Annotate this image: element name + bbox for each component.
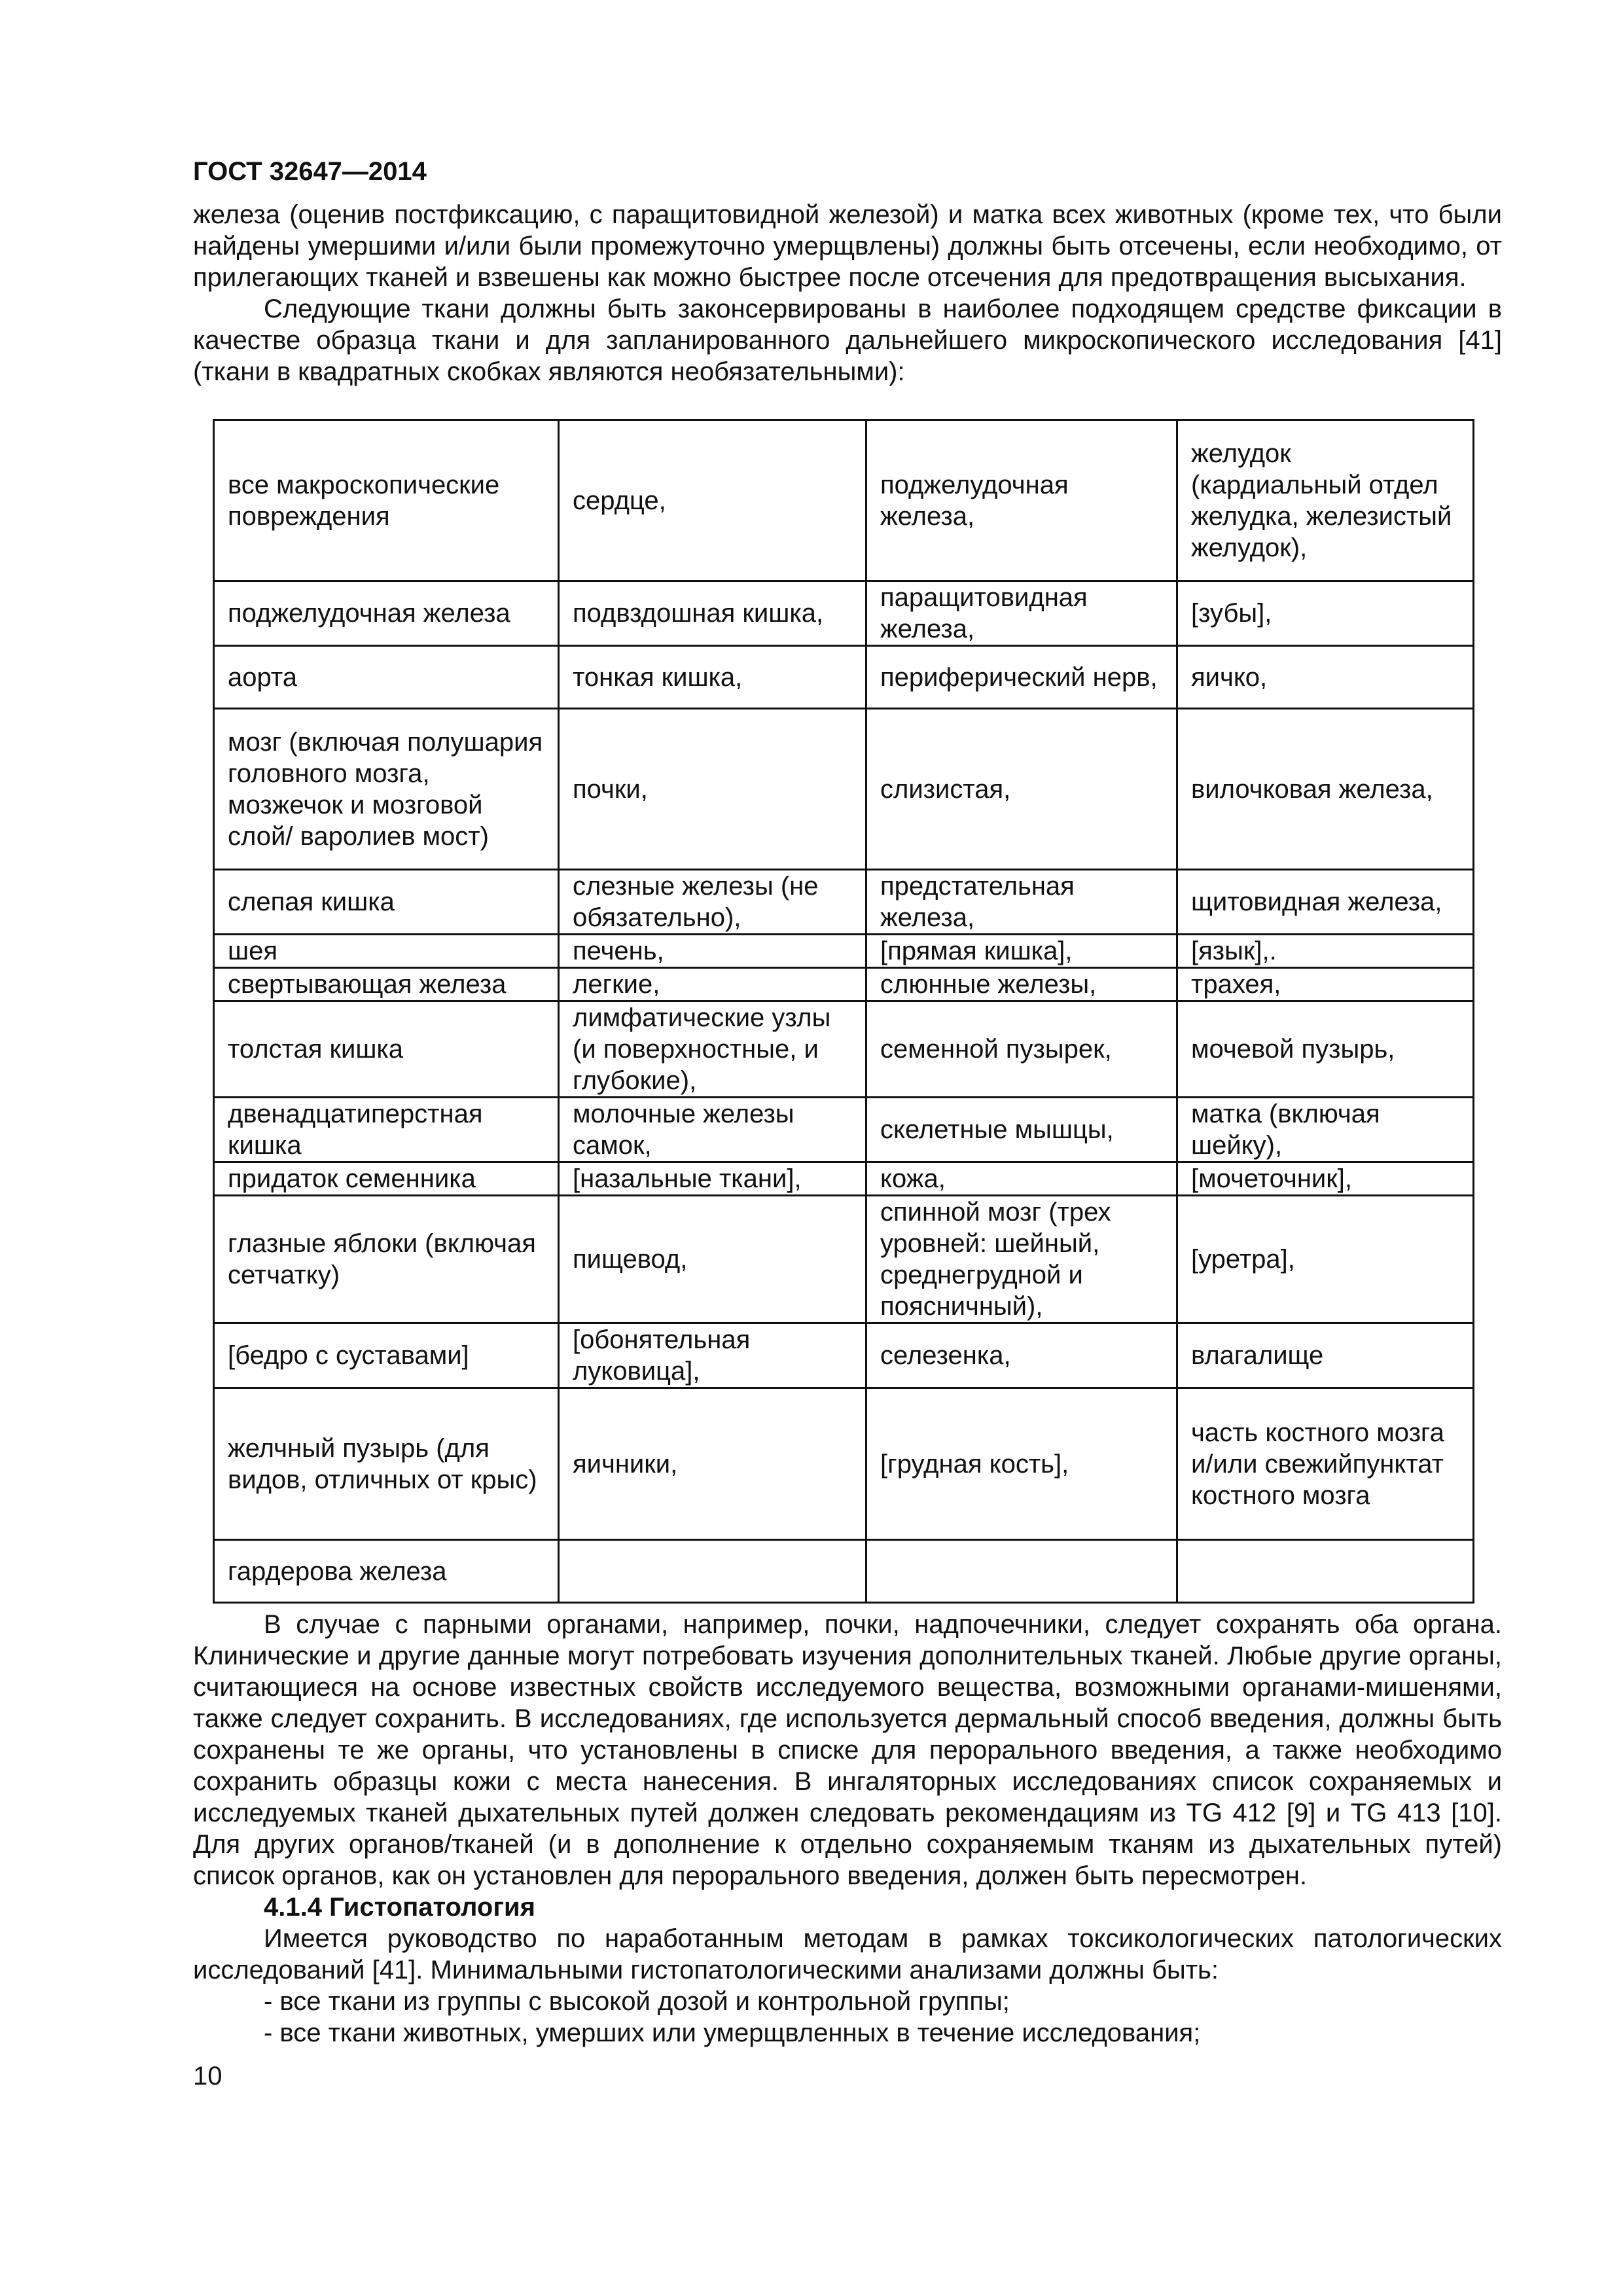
table-row	[214, 1323, 1474, 1388]
table-row	[214, 935, 1474, 968]
table-cell: печень,	[559, 935, 866, 968]
table-cell: слизистая,	[866, 709, 1177, 870]
table-cell: слезные железы (не обязательно),	[559, 870, 866, 935]
table-cell	[866, 1540, 1177, 1603]
table-row	[214, 420, 1474, 581]
paired-organs-paragraph: В случае с парными органами, например, почки, надпочечники, следует сохранять оба органа. Клинические и другие данные могут потребовать изучения дополнительных тканей. Любые другие органы, считающиеся на основе известных свойств исследуемого вещества, возможными органами-мишенями, также следует сохранить. В исследованиях, где используется дермальный способ введения, должны быть сохранены те же органы, что установлены в списке для перорального введения, а также необходимо сохранить образцы кожи с места нанесения. В ингаляторных исследованиях список сохраняемых и исследуемых тканей дыхательных путей должен следовать рекомендациям из TG 412 [9] и TG 413 [10]. Для других органов/тканей (и в дополнение к отдельно сохраняемым тканям из дыхательных путей) список органов, как он установлен для перорального введения, должен быть пересмотрен.	[193, 1610, 1502, 1890]
table-cell: [обонятельная луковица],	[559, 1323, 866, 1388]
tissue-table-body	[214, 420, 1474, 1603]
table-cell: часть костного мозга и/или свежийпунктат костного мозга	[1177, 1388, 1474, 1540]
table-row	[214, 1162, 1474, 1196]
post-table-text	[193, 1609, 1502, 2049]
table-cell: лимфатические узлы (и поверхностные, и глубокие),	[559, 1001, 866, 1098]
table-cell: пищевод,	[559, 1196, 866, 1323]
table-row	[214, 1098, 1474, 1162]
table-cell: щитовидная железа,	[1177, 870, 1474, 935]
table-row	[214, 581, 1474, 646]
table-cell: [грудная кость],	[866, 1388, 1177, 1540]
table-cell: мочевой пузырь,	[1177, 1001, 1474, 1098]
table-cell: селезенка,	[866, 1323, 1177, 1388]
table-cell: поджелудочная железа,	[866, 420, 1177, 581]
table-cell: тонкая кишка,	[559, 646, 866, 709]
list-item: - все ткани животных, умерших или умерщвленных в течение исследования;	[264, 2018, 1201, 2047]
table-cell: двенадцатиперстная кишка	[214, 1098, 559, 1162]
table-cell: яичко,	[1177, 646, 1474, 709]
table-cell: вилочковая железа,	[1177, 709, 1474, 870]
page-number: 10	[193, 2062, 223, 2090]
intro-text	[193, 199, 1502, 387]
table-cell: глазные яблоки (включая сетчатку)	[214, 1196, 559, 1323]
table-cell: предстательная железа,	[866, 870, 1177, 935]
table-row	[214, 646, 1474, 709]
table-cell: [язык],.	[1177, 935, 1474, 968]
table-cell: толстая кишка	[214, 1001, 559, 1098]
table-cell: [зубы],	[1177, 581, 1474, 646]
table-cell: паращитовидная железа,	[866, 581, 1177, 646]
table-cell: все макроскопические повреждения	[214, 420, 559, 581]
table-cell: почки,	[559, 709, 866, 870]
intro-paragraph-tissues: Следующие ткани должны быть законсервированы в наиболее подходящем средстве фиксации в качестве образца ткани и для запланированного дальнейшего микроскопического исследования [41] (ткани в квадратных скобках являются необязательными):	[193, 295, 1502, 386]
table-cell: [мочеточник],	[1177, 1162, 1474, 1196]
table-cell: поджелудочная железа	[214, 581, 559, 646]
table-cell: гардерова железа	[214, 1540, 559, 1603]
table-cell: спинной мозг (трех уровней: шейный, среднегрудной и поясничный),	[866, 1196, 1177, 1323]
table-cell	[559, 1540, 866, 1603]
table-cell: мозг (включая полушария головного мозга, мозжечок и мозговой слой/ варолиев мост)	[214, 709, 559, 870]
table-cell: придаток семенника	[214, 1162, 559, 1196]
table-row	[214, 1196, 1474, 1323]
table-cell: слюнные железы,	[866, 968, 1177, 1001]
tissue-table-wrapper	[213, 419, 1472, 1604]
table-cell: [бедро с суставами]	[214, 1323, 559, 1388]
table-cell: семенной пузырек,	[866, 1001, 1177, 1098]
table-cell: кожа,	[866, 1162, 1177, 1196]
table-row	[214, 1001, 1474, 1098]
table-row	[214, 709, 1474, 870]
table-cell: периферический нерв,	[866, 646, 1177, 709]
table-row	[214, 1540, 1474, 1603]
table-cell: свертывающая железа	[214, 968, 559, 1001]
table-cell	[1177, 1540, 1474, 1603]
table-row	[214, 968, 1474, 1001]
table-cell: яичники,	[559, 1388, 866, 1540]
tissue-table	[213, 419, 1474, 1604]
histopathology-paragraph: Имеется руководство по наработанным методам в рамках токсикологических патологических исследований [41]. Минимальными гистопатологическими анализами должны быть:	[193, 1924, 1502, 1984]
table-cell: [прямая кишка],	[866, 935, 1177, 968]
table-cell: матка (включая шейку),	[1177, 1098, 1474, 1162]
table-cell: легкие,	[559, 968, 866, 1001]
table-cell: [назальные ткани],	[559, 1162, 866, 1196]
table-row	[214, 1388, 1474, 1540]
list-item: - все ткани из группы с высокой дозой и контрольной группы;	[264, 1987, 1010, 2016]
table-cell: [уретра],	[1177, 1196, 1474, 1323]
table-cell: желудок (кардиальный отдел желудка, железистый желудок),	[1177, 420, 1474, 581]
table-cell: шея	[214, 935, 559, 968]
section-heading-histopathology: 4.1.4 Гистопатология	[264, 1893, 535, 1922]
table-cell: аорта	[214, 646, 559, 709]
table-cell: желчный пузырь (для видов, отличных от крыс)	[214, 1388, 559, 1540]
table-cell: трахея,	[1177, 968, 1474, 1001]
table-cell: сердце,	[559, 420, 866, 581]
table-cell: скелетные мышцы,	[866, 1098, 1177, 1162]
table-cell: подвздошная кишка,	[559, 581, 866, 646]
table-cell: слепая кишка	[214, 870, 559, 935]
table-row	[214, 870, 1474, 935]
table-cell: молочные железы самок,	[559, 1098, 866, 1162]
table-cell: влагалище	[1177, 1323, 1474, 1388]
standard-header: ГОСТ 32647—2014	[193, 157, 427, 186]
intro-paragraph-continued: железа (оценив постфиксацию, с паращитовидной железой) и матка всех животных (кроме тех, что были найдены умершими и/или были промежуточно умерщвлены) должны быть отсечены, если необходимо, от прилегающих тканей и взвешены как можно быстрее после отсечения для предотвращения высыхания.	[193, 200, 1502, 292]
